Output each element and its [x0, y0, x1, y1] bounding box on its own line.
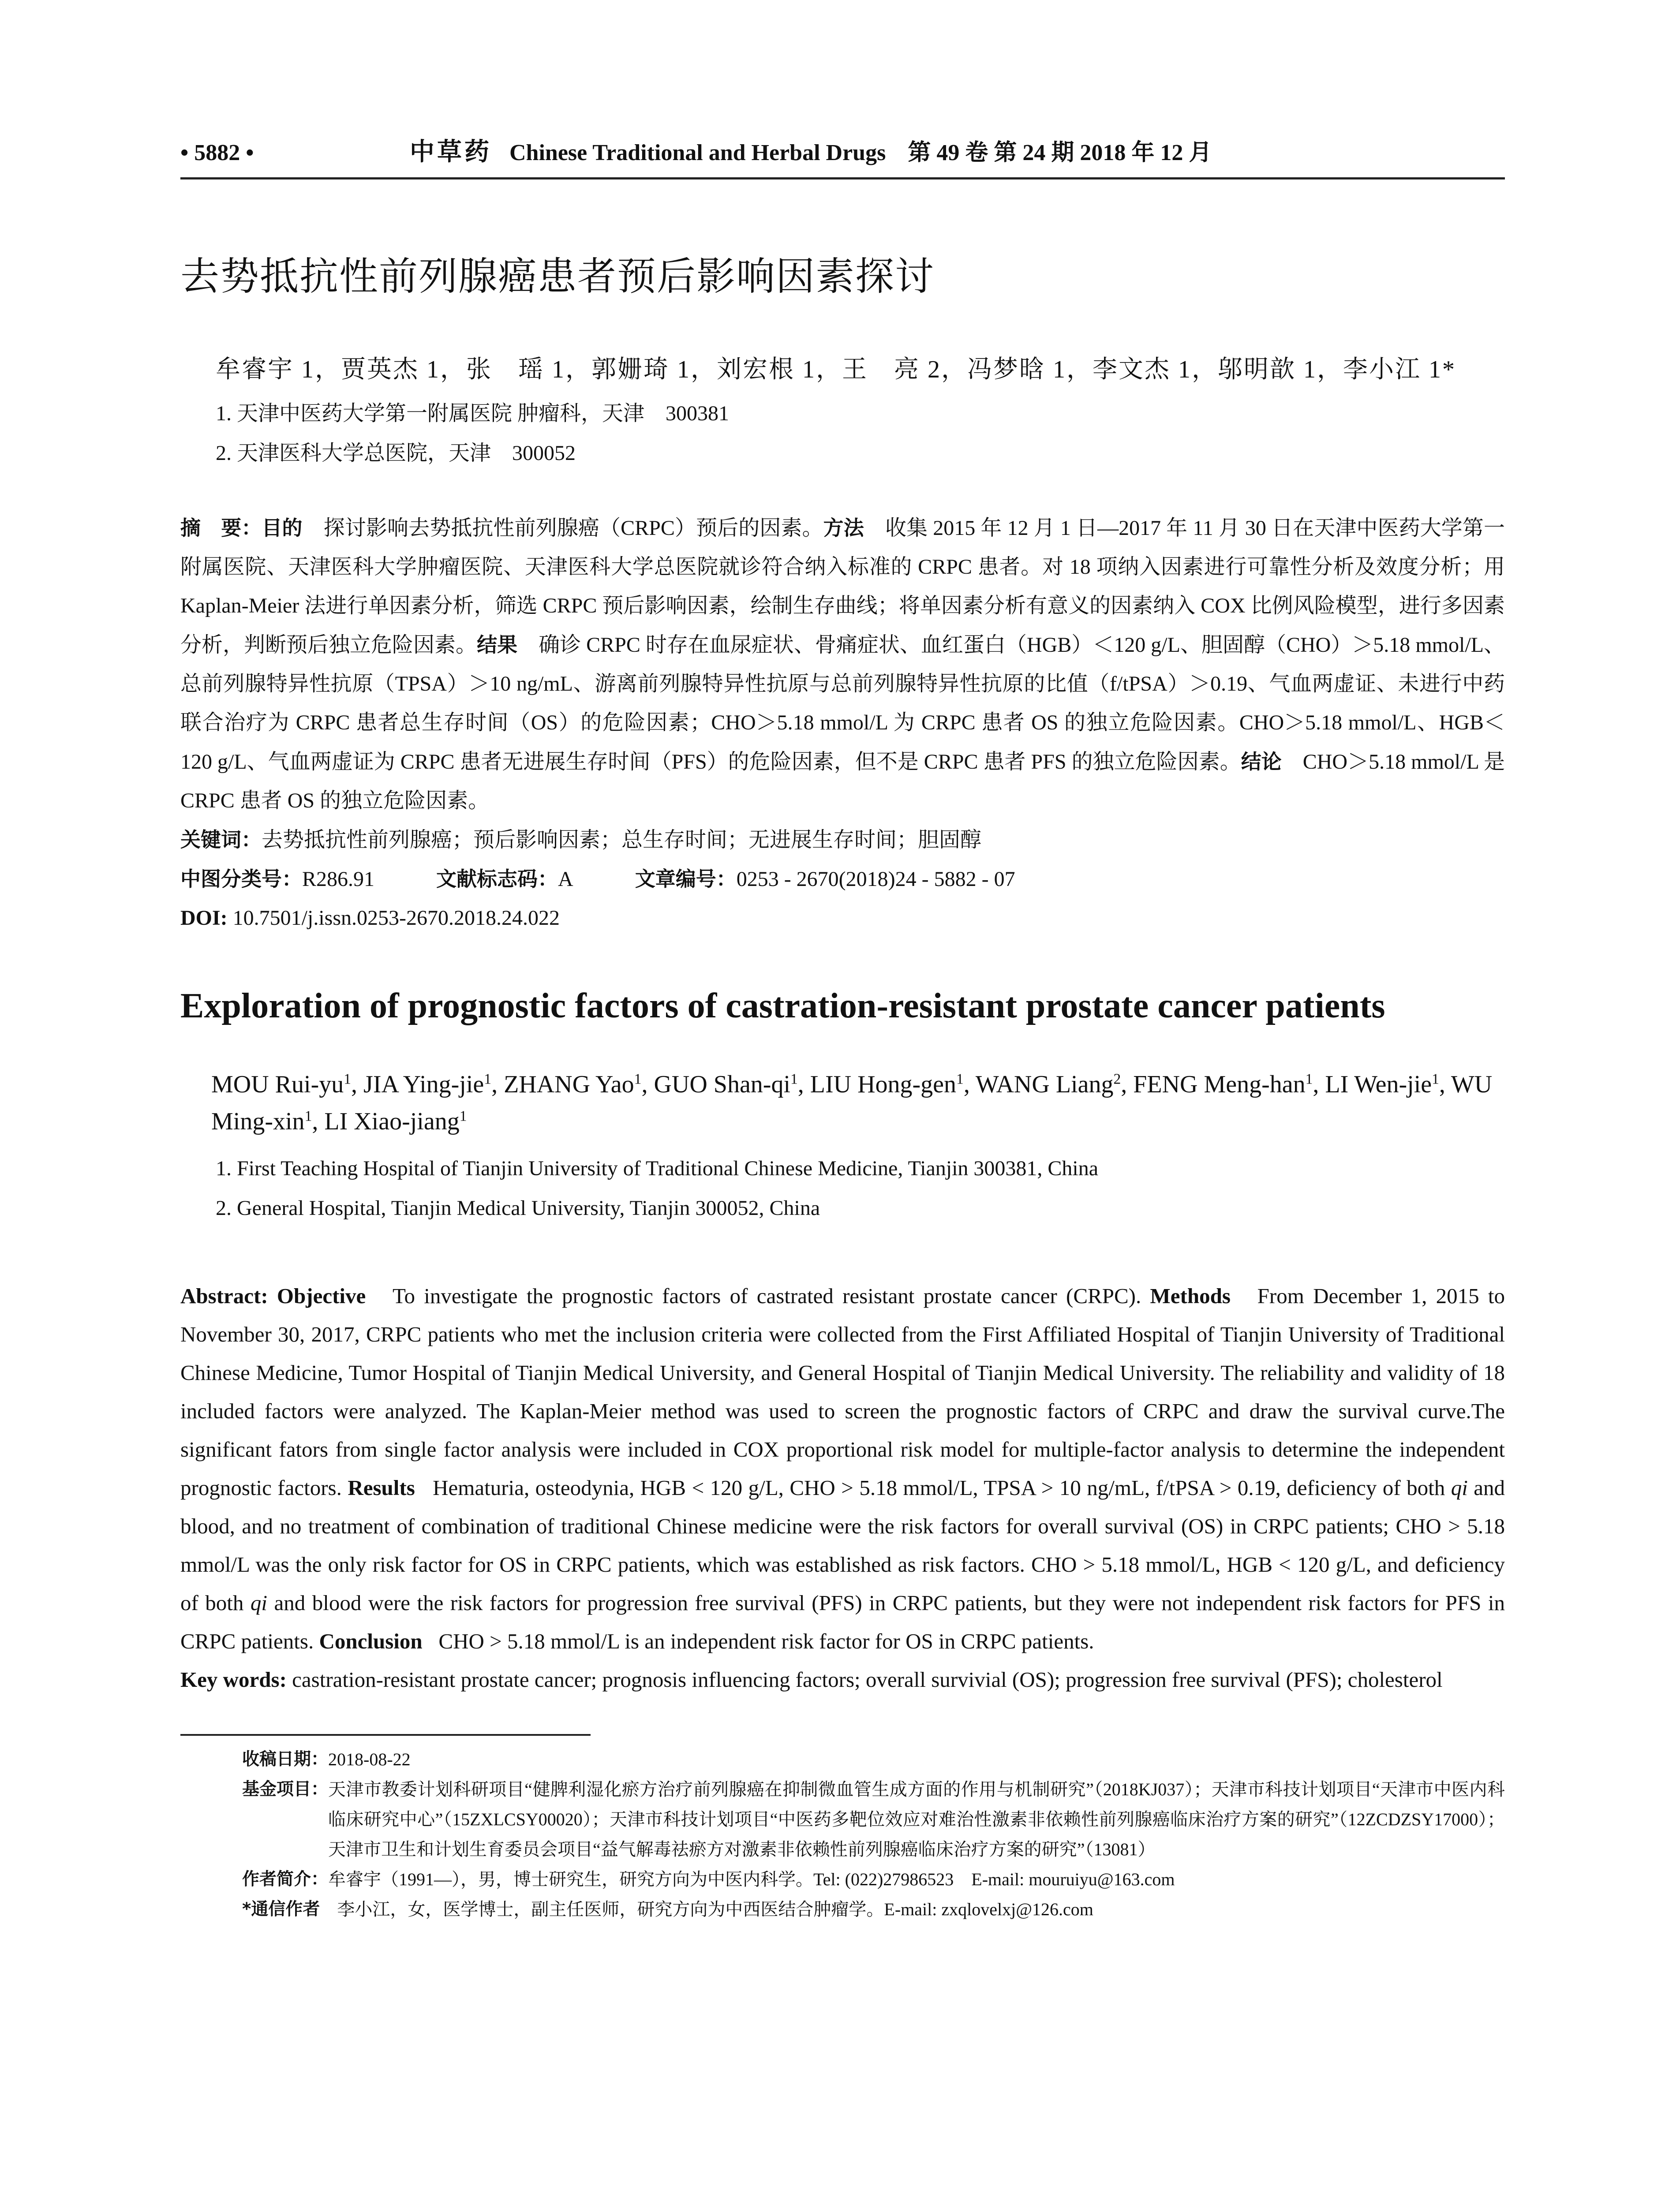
footnote-label: *通信作者 [242, 1899, 337, 1919]
objective-cn-label: 目的 [262, 516, 303, 540]
author-affiliation-mark: 1 [459, 1108, 467, 1125]
author-en: JIA Ying-jie [363, 1071, 484, 1098]
paper-page [180, 132, 1505, 1925]
footnote-label: 收稿日期： [242, 1749, 329, 1769]
journal-name-cn: 中草药 [410, 138, 492, 166]
footnote-divider [180, 1734, 591, 1736]
affiliation-cn-2: 2. 天津医科大学总医院，天津 300052 [216, 441, 576, 465]
keywords-cn [180, 820, 1505, 860]
author-affiliation-mark: 1 [1305, 1071, 1313, 1088]
footnote-corresponding [180, 1895, 1505, 1925]
results-en-label: Results [348, 1476, 415, 1500]
methods-en-label: Methods [1150, 1284, 1231, 1308]
author-en: FENG Meng-han [1133, 1071, 1306, 1098]
authors-cn: 牟睿宇 1，贾英杰 1，张 瑶 1，郭姗琦 1，刘宏根 1，王 亮 2，冯梦晗 1，李文杰 1，邬明歆 1，李小江 1* [216, 356, 1456, 383]
keywords-cn-text: 去势抵抗性前列腺癌；预后影响因素；总生存时间；无进展生存时间；胆固醇 [262, 828, 982, 852]
author-en: WU Ming-xin [211, 1071, 1493, 1135]
author-affiliation-mark: 1 [956, 1071, 964, 1088]
journal-issue: 第 49 卷 第 24 期 2018 年 12 月 [908, 140, 1212, 165]
abstract-cn-body [180, 508, 1505, 820]
authors-en: MOU Rui-$yu^1$, JIA Ying-jie$^1$, ZHANG Yao$^1$, GUO Shan-$qi^1$, LIU Hong-gen$^1$, WANG Liang$^2$, FENG Meng-han$^1$, LI Wen-jie$^1$, WU Ming-xin$^1$, LI Xiao-jiang$^1$ [211, 1071, 1493, 1135]
affiliations-en [180, 1149, 1505, 1228]
author-en: ZHANG Yao [504, 1071, 634, 1098]
results-en-part3: and blood were the risk factors for progression free survival (PFS) in CRPC patients, but they were not independent risk factors for PFS in CRPC patients. [180, 1591, 1505, 1653]
methods-en: From December 1, 2015 to November 30, 2017, CRPC patients who met the inclusion criteria were collected from the First Affiliated Hospital of Tianjin University of Traditional Chinese Medicine, Tumor Hospital of Tianjin Medical University, and General Hospital of Tianjin Medical University. The reliability and validity of 18 included factors were analyzed. The Kaplan-Meier method was used to screen the prognostic factors of CRPC and draw the survival curve.The significant fators from single factor analysis were included in COX proportional risk model for multiple-factor analysis to determine the independent prognostic factors. [180, 1284, 1505, 1500]
footnote-funding [180, 1775, 1505, 1865]
methods-cn: 收集 2015 年 12 月 1 日—2017 年 11 月 30 日在天津中医药大学第一附属医院、天津医科大学肿瘤医院、天津医科大学总医院就诊符合纳入标准的 CRPC 患者。对 18 项纳入因素进行可靠性分析及效度分析；用 Kaplan-Meier 法进行单因素分析，筛选 CRPC 预后影响因素，绘制生存曲线；将单因素分析有意义的因素纳入 COX 比例风险模型，进行多因素分析，判断预后独立危险因素。 [180, 516, 1505, 657]
author-en: MOU Rui-yu [211, 1071, 344, 1098]
title-cn: 去势抵抗性前列腺癌患者预后影响因素探讨 [180, 254, 935, 299]
affiliations-cn [180, 394, 1505, 473]
journal-name-en: Chinese Traditional and Herbal Drugs [509, 140, 886, 165]
qi-term: qi [250, 1591, 268, 1615]
article-no-value: 0253 - 2670(2018)24 - 5882 - 07 [736, 867, 1015, 891]
author-affiliation-mark: 1 [484, 1071, 492, 1088]
objective-en-label: Objective [277, 1284, 366, 1308]
doi-label: DOI: [180, 906, 228, 930]
author-en: GUO Shan-qi [654, 1071, 790, 1098]
author-affiliation-mark: 1 [634, 1071, 642, 1088]
classification-line [180, 860, 1505, 899]
author-affiliation-mark: 1 [304, 1108, 312, 1125]
qi-term: qi [1451, 1476, 1468, 1500]
results-cn-label: 结果 [477, 633, 518, 657]
doi-link[interactable]: 10.7501/j.issn.0253-2670.2018.24.022 [232, 906, 560, 930]
objective-cn: 探讨影响去势抵抗性前列腺癌（CRPC）预后的因素。 [323, 516, 823, 540]
abstract-cn [180, 508, 1505, 938]
page-number: • 5882 • [180, 140, 254, 165]
footnote-text: 天津市教委计划科研项目“健脾利湿化瘀方治疗前列腺癌在抑制微血管生成方面的作用与机制研究”（2018KJ037）；天津市科技计划项目“天津市中医内科临床研究中心”（15ZXLCSY00020）；天津市科技计划项目“中医药多靶位效应对难治性激素非依赖性前列腺癌临床治疗方案的研究”（12ZCDZSY17000）；天津市卫生和计划生育委员会项目“益气解毒祛瘀方对激素非依赖性前列腺癌临床治疗方案的研究”（13081） [328, 1779, 1505, 1859]
author-en: LIU Hong-gen [810, 1071, 957, 1098]
footnote-text: 牟睿宇（1991—），男，博士研究生，研究方向为中医内科学。Tel: (022)27986523 E-mail: mouruiyu@163.com [328, 1869, 1175, 1889]
abstract-en-body [180, 1277, 1505, 1660]
footnotes [180, 1745, 1505, 1925]
author-affiliation-mark: 1 [790, 1071, 798, 1088]
conclusion-en: CHO > 5.18 mmol/L is an independent risk factor for OS in CRPC patients. [438, 1629, 1094, 1653]
abstract-en [180, 1277, 1505, 1699]
doc-code-label: 文献标志码： [436, 867, 558, 891]
conclusion-en-label: Conclusion [319, 1629, 423, 1653]
author-en: LI Wen-jie [1325, 1071, 1432, 1098]
footnote-received [180, 1745, 1505, 1775]
author-affiliation-mark: 2 [1113, 1071, 1121, 1088]
article-no-label: 文章编号： [635, 867, 737, 891]
footnote-text: 2018-08-22 [328, 1749, 411, 1769]
abstract-cn-label: 摘 要： [180, 516, 262, 540]
affiliation-en-1: 1. First Teaching Hospital of Tianjin University of Traditional Chinese Medicine, Tianjin 300381, China [216, 1157, 1099, 1180]
objective-en: To investigate the prognostic factors of castrated resistant prostate cancer (CRPC). [393, 1284, 1141, 1308]
results-en-part1: Hematuria, osteodynia, HGB < 120 g/L, CHO > 5.18 mmol/L, TPSA > 10 ng/mL, f/tPSA > 0.19, deficiency of both [433, 1476, 1445, 1500]
keywords-en [180, 1660, 1505, 1699]
methods-cn-label: 方法 [823, 516, 864, 540]
footnote-text: 李小江，女，医学博士，副主任医师，研究方向为中西医结合肿瘤学。E-mail: zxqlovelxj@126.com [337, 1899, 1093, 1919]
clc-value: R286.91 [302, 867, 375, 891]
conclusion-cn-label: 结论 [1241, 750, 1282, 774]
conclusion-cn: CHO＞5.18 mmol/L 是 CRPC 患者 OS 的独立危险因素。 [180, 750, 1505, 812]
keywords-en-text: castration-resistant prostate cancer; prognosis influencing factors; overall survivial (OS); progression free survival (PFS); cholesterol [292, 1667, 1443, 1692]
title-en: Exploration of prognostic factors of castration-resistant prostate cancer patients [180, 987, 1385, 1025]
footnote-label: 作者简介： [242, 1869, 329, 1889]
clc-label: 中图分类号： [180, 867, 302, 891]
affiliation-en-2: 2. General Hospital, Tianjin Medical University, Tianjin 300052, China [216, 1196, 820, 1220]
running-header [180, 132, 1505, 179]
footnote-author-bio [180, 1865, 1505, 1895]
doc-code-value: A [558, 867, 573, 891]
author-affiliation-mark: 1 [1432, 1071, 1439, 1088]
footnote-label: 基金项目： [242, 1779, 329, 1799]
keywords-en-label: Key words: [180, 1667, 287, 1692]
results-cn: 确诊 CRPC 时存在血尿症状、骨痛症状、血红蛋白（HGB）＜120 g/L、胆固醇（CHO）＞5.18 mmol/L、总前列腺特异性抗原（TPSA）＞10 ng/mL、游离前列腺特异性抗原与总前列腺特异性抗原的比值（f/tPSA）＞0.19、气血两虚证、未进行中药联合治疗为 CRPC 患者总生存时间（OS）的危险因素；CHO＞5.18 mmol/L 为 CRPC 患者 OS 的独立危险因素。CHO＞5.18 mmol/L、HGB＜120 g/L、气血两虚证为 CRPC 患者无进展生存时间（PFS）的危险因素，但不是 CRPC 患者 PFS 的独立危险因素。 [180, 633, 1505, 774]
author-en: LI Xiao-jiang [324, 1108, 460, 1135]
results-en-part2: and blood, and no treatment of combination of traditional Chinese medicine were the risk factors for overall survival (OS) in CRPC patients; CHO > 5.18 mmol/L was the only risk factor for OS in CRPC patients, which was established as risk factors. CHO > 5.18 mmol/L, HGB < 120 g/L, and deficiency of both [180, 1476, 1505, 1615]
abstract-en-label: Abstract: [180, 1284, 268, 1308]
doi-line [180, 899, 1505, 938]
author-affiliation-mark: 1 [344, 1071, 352, 1088]
keywords-cn-label: 关键词： [180, 828, 262, 852]
affiliation-cn-1: 1. 天津中医药大学第一附属医院 肿瘤科，天津 300381 [216, 402, 730, 425]
author-en: WANG Liang [975, 1071, 1114, 1098]
